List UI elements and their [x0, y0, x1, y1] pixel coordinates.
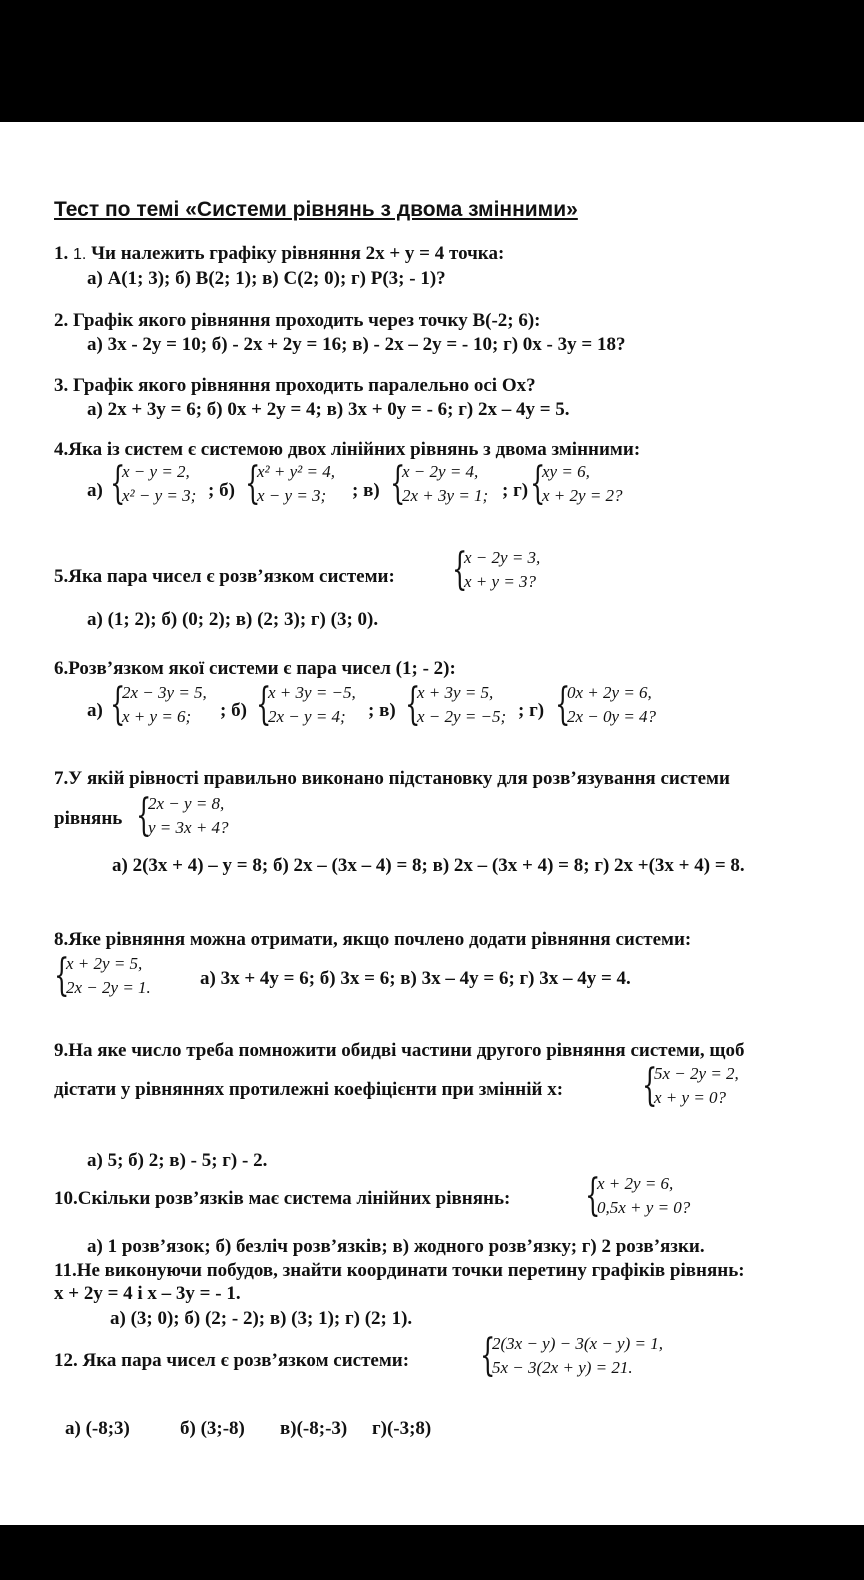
brace-icon: {	[585, 1170, 601, 1221]
system-4c	[390, 460, 488, 508]
brace-icon: {	[245, 458, 261, 509]
option-c-label: ; в)	[352, 480, 380, 501]
question-10-answers: а) 1 розв’язок; б) безліч розв’язків; в) жодного розв’язку; г) 2 розв’язки.	[87, 1236, 705, 1257]
brace-icon: {	[405, 679, 421, 730]
option-a-label: а)	[87, 480, 103, 501]
equation: 2x − y = 4;	[268, 707, 346, 726]
question-1-text: Чи належить графіку рівняння 2х + у = 4 точка:	[91, 243, 505, 264]
question-8-answers: а) 3х + 4у = 6; б) 3х = 6; в) 3х – 4у = 6; г) 3х – 4у = 4.	[200, 968, 631, 989]
brace-icon: {	[110, 458, 126, 509]
question-4-text: 4.Яка із систем є системою двох лінійних рівнянь з двома змінними:	[54, 439, 641, 460]
equation: 5x − 2y = 2,	[654, 1064, 739, 1083]
brace-icon: {	[480, 1330, 496, 1381]
system-8	[54, 952, 151, 1000]
question-12-answer-b: б) (3;-8)	[180, 1418, 245, 1439]
equation: x + 3y = 5,	[417, 683, 494, 702]
option-d-label: ; г)	[518, 700, 545, 721]
brace-icon: {	[530, 458, 546, 509]
equation: 2x − 3y = 5,	[122, 683, 207, 702]
option-a-label: а)	[87, 700, 103, 721]
question-12-answer-d: г)(-3;8)	[372, 1418, 432, 1439]
system-6c	[405, 681, 506, 729]
question-9-text-cont: дістати у рівняннях протилежні коефіцієнти при змінній х:	[54, 1079, 564, 1100]
equation: x + 2y = 6,	[597, 1174, 674, 1193]
question-1-subnumber: 1.	[73, 246, 87, 263]
system-10	[585, 1172, 690, 1220]
brace-icon: {	[642, 1060, 658, 1111]
question-10-text: 10.Скільки розв’язків має система лінійних рівнянь:	[54, 1188, 511, 1209]
question-9-text: 9.На яке число треба помножити обидві частини другого рівняння системи, щоб	[54, 1040, 745, 1061]
system-6a	[110, 681, 207, 729]
brace-icon: {	[136, 790, 152, 841]
equation: 2(3x − y) − 3(x − y) = 1,	[492, 1334, 663, 1353]
question-1-answers: а) А(1; 3); б) В(2; 1); в) С(2; 0); г) Р(3; - 1)?	[87, 268, 446, 289]
question-12-text: 12. Яка пара чисел є розв’язком системи:	[54, 1350, 410, 1371]
system-5	[452, 546, 540, 594]
option-b-label: ; б)	[220, 700, 247, 721]
equation: x − 2y = −5;	[417, 707, 507, 726]
question-12-answer-a: а) (-8;3)	[65, 1418, 130, 1439]
question-6-text: 6.Розв’язком якої системи є пара чисел (1; - 2):	[54, 658, 456, 679]
system-6d	[555, 681, 656, 729]
equation: 5x − 3(2x + y) = 21.	[492, 1358, 633, 1377]
brace-icon: {	[54, 950, 70, 1001]
equation: 0x + 2y = 6,	[567, 683, 652, 702]
system-6b	[256, 681, 356, 729]
system-4d	[530, 460, 623, 508]
question-12-answer-c: в)(-8;-3)	[280, 1418, 348, 1439]
equation: 2x − y = 8,	[148, 794, 225, 813]
question-5-answers: а) (1; 2); б) (0; 2); в) (2; 3); г) (3; 0).	[87, 609, 379, 630]
equation: 2x − 2y = 1.	[66, 978, 151, 997]
option-c-label: ; в)	[368, 700, 396, 721]
equation: 0,5x + y = 0?	[597, 1198, 691, 1217]
equation: x − y = 2,	[122, 462, 190, 481]
question-11-text: 11.Не виконуючи побудов, знайти координати точки перетину графіків рівнянь:	[54, 1260, 745, 1281]
question-2-answers: а) 3х - 2у = 10; б) - 2х + 2у = 16; в) - 2х – 2у = - 10; г) 0х - 3у = 18?	[87, 334, 626, 355]
system-12	[480, 1332, 663, 1380]
equation: x − y = 3;	[257, 486, 327, 505]
question-3-answers: а) 2х + 3у = 6; б) 0х + 2у = 4; в) 3х + 0у = - 6; г) 2х – 4у = 5.	[87, 399, 570, 420]
question-1	[54, 243, 504, 265]
question-9-answers: а) 5; б) 2; в) - 5; г) - 2.	[87, 1150, 268, 1171]
equation: x + y = 3?	[464, 572, 537, 591]
brace-icon: {	[452, 544, 468, 595]
equation: x + y = 6;	[122, 707, 192, 726]
equation: x + y = 0?	[654, 1088, 727, 1107]
question-2-text: 2. Графік якого рівняння проходить через точку В(-2; 6):	[54, 310, 541, 331]
equation: x + 2y = 5,	[66, 954, 143, 973]
equation: x + 2y = 2?	[542, 486, 623, 505]
page-title: Тест по темі «Системи рівнянь з двома змінними»	[54, 198, 578, 221]
question-5-text: 5.Яка пара чисел є розв’язком системи:	[54, 566, 395, 587]
top-black-bar	[0, 0, 864, 122]
brace-icon: {	[256, 679, 272, 730]
question-7-text-cont: рівнянь	[54, 808, 123, 829]
system-4b	[245, 460, 335, 508]
equation: x + 3y = −5,	[268, 683, 356, 702]
equation: x² + y² = 4,	[257, 462, 335, 481]
question-3-text: 3. Графік якого рівняння проходить паралельно осі Ох?	[54, 375, 536, 396]
equation: x − 2y = 4,	[402, 462, 479, 481]
equation: 2x − 0y = 4?	[567, 707, 657, 726]
question-7-text: 7.У якій рівності правильно виконано підстановку для розв’язування системи	[54, 768, 730, 789]
brace-icon: {	[390, 458, 406, 509]
brace-icon: {	[555, 679, 571, 730]
bottom-black-bar	[0, 1525, 864, 1580]
question-11-equations: х + 2у = 4 і х – 3у = - 1.	[54, 1283, 241, 1304]
brace-icon: {	[110, 679, 126, 730]
option-d-label: ; г)	[502, 480, 529, 501]
question-8-text: 8.Яке рівняння можна отримати, якщо почлено додати рівняння системи:	[54, 929, 692, 950]
question-7-answers: а) 2(3х + 4) – у = 8; б) 2х – (3х – 4) = 8; в) 2х – (3х + 4) = 8; г) 2х +(3х + 4) = 8.	[112, 855, 745, 876]
equation: x − 2y = 3,	[464, 548, 541, 567]
equation: 2x + 3y = 1;	[402, 486, 489, 505]
system-4a	[110, 460, 196, 508]
equation: xy = 6,	[542, 462, 590, 481]
option-b-label: ; б)	[208, 480, 235, 501]
system-7	[136, 792, 229, 840]
equation: y = 3x + 4?	[148, 818, 229, 837]
question-11-answers: а) (3; 0); б) (2; - 2); в) (3; 1); г) (2; 1).	[110, 1308, 413, 1329]
equation: x² − y = 3;	[122, 486, 197, 505]
system-9	[642, 1062, 739, 1110]
question-1-number: 1.	[54, 243, 69, 264]
